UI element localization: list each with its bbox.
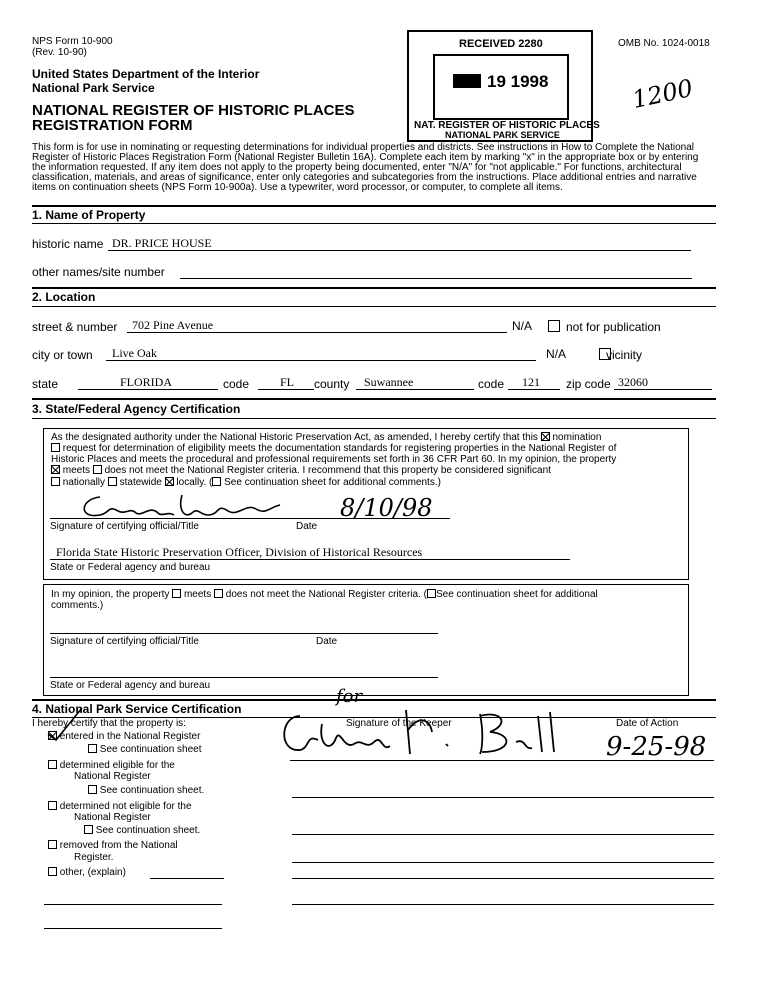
section4-heading: 4. National Park Service Certification	[32, 702, 242, 716]
opinion-does-not-meet-checkbox[interactable]	[214, 589, 223, 598]
opinion-notmeet-label: does not meet the National Register criteria. (	[225, 589, 427, 600]
keeper-line-3	[292, 834, 714, 835]
state-value[interactable]: FLORIDA	[120, 375, 173, 389]
instructions-line1: This form is for use in nominating or requesting determinations for individual properties and districts. See instructions in How to Complete the National	[32, 142, 694, 153]
cert-line3: Historic Places and meets the procedural and professional requirements set forth in 36 CFR Part 60. In my opinion, the property	[51, 454, 617, 465]
locally-label: locally. (	[176, 477, 213, 488]
statewide-label: statewide	[119, 477, 162, 488]
entered-continuation-row	[88, 744, 202, 755]
request-determination-checkbox[interactable]	[51, 443, 60, 452]
opinion-agency-label: State or Federal agency and bureau	[50, 680, 211, 691]
form-number: NPS Form 10-900	[32, 36, 113, 47]
not-eligible-label2: National Register	[74, 812, 151, 823]
state-underline	[78, 389, 218, 390]
state-code-value[interactable]: FL	[280, 375, 295, 389]
instructions-line3: the information requested. If any item does not apply to the property being documented, enter "N/A" for "not applicable." For functions, architectural	[32, 162, 682, 173]
state-signature-line	[50, 518, 450, 519]
state-code-label: code	[223, 377, 250, 391]
zip-value[interactable]: 32060	[618, 375, 648, 389]
street-underline	[127, 332, 507, 333]
opinion-signature-line[interactable]	[50, 633, 438, 634]
section1-top-rule	[32, 205, 716, 207]
zip-label: zip code	[566, 377, 611, 391]
stamp-line2: NATIONAL PARK SERVICE	[445, 130, 560, 140]
stamp-smudge	[453, 74, 481, 88]
instructions-line5: items on continuation sheets (NPS Form 10-900a). Use a typewriter, word processor, or computer, to complete all items.	[32, 182, 563, 193]
option-other-row	[48, 867, 126, 878]
omb-number: OMB No. 1024-0018	[618, 38, 710, 49]
section3-heading-rule	[32, 418, 716, 419]
stamp-line1: NAT. REGISTER OF HISTORIC PLACES	[414, 120, 600, 131]
other-checkbox[interactable]	[48, 867, 57, 876]
not-eligible-continuation-checkbox[interactable]	[84, 825, 93, 834]
determined-eligible-label1: determined eligible for the	[59, 760, 175, 771]
signature-keeper-label: Signature of the Keeper	[346, 718, 452, 729]
option-entered-row	[48, 731, 200, 742]
stamp-received: RECEIVED 2280	[459, 38, 543, 50]
removed-label1: removed from the National	[59, 840, 178, 851]
other-names-label: other names/site number	[32, 265, 165, 279]
form-title-line2: REGISTRATION FORM	[32, 117, 193, 134]
removed-checkbox[interactable]	[48, 840, 57, 849]
historic-name-value[interactable]: DR. PRICE HOUSE	[112, 236, 212, 250]
agency-line	[50, 559, 570, 560]
entered-continuation-checkbox[interactable]	[88, 744, 97, 753]
entered-checkbox[interactable]	[48, 731, 57, 740]
nomination-label: nomination	[552, 432, 602, 443]
opinion-row	[51, 589, 598, 600]
for-handwritten: for	[336, 686, 363, 707]
state-signature-label: Signature of certifying official/Title	[50, 521, 199, 532]
not-for-publication-label: not for publication	[566, 320, 661, 334]
cert-line4-row	[51, 465, 551, 476]
cert-line4: does not meet the National Register criteria. I recommend that this property be considered significant	[104, 465, 551, 476]
not-eligible-continuation-label: See continuation sheet	[95, 825, 198, 836]
determined-continuation-label: See continuation sheet	[99, 785, 202, 796]
option-not-eligible-row	[48, 801, 192, 812]
keeper-line-6	[292, 904, 714, 905]
section1-heading: 1. Name of Property	[32, 208, 146, 222]
county-code-value[interactable]: 121	[522, 375, 540, 389]
county-code-label: code	[478, 377, 505, 391]
opinion-meets-checkbox[interactable]	[172, 589, 181, 598]
state-signature-date: 8/10/98	[340, 494, 433, 522]
entered-continuation-label: See continuation sheet	[99, 744, 202, 755]
na-publication-label: N/A	[512, 319, 533, 333]
determined-continuation-checkbox[interactable]	[88, 785, 97, 794]
city-value[interactable]: Live Oak	[112, 346, 157, 360]
option-removed-row	[48, 840, 178, 851]
department-name: United States Department of the Interior	[32, 67, 260, 81]
cert-line2-row	[51, 443, 616, 454]
keeper-line-4	[292, 862, 714, 863]
street-value[interactable]: 702 Pine Avenue	[132, 318, 214, 332]
nomination-checkbox[interactable]	[541, 432, 550, 441]
see-continuation-label-3: See continuation sheet for additional comments.)	[224, 477, 441, 488]
not-eligible-checkbox[interactable]	[48, 801, 57, 810]
nationally-checkbox[interactable]	[51, 477, 60, 486]
determined-eligible-label2: National Register	[74, 771, 151, 782]
opinion-line2: comments.)	[51, 600, 104, 611]
other-explain-line-3[interactable]	[44, 928, 222, 929]
form-title-line1: NATIONAL REGISTER OF HISTORIC PLACES	[32, 102, 355, 119]
instructions-line2: Register of Historic Places Registration Form (National Register Bulletin 16A). Complete each item by marking "x" in the appropriate box or by entering	[32, 152, 699, 163]
handwritten-number: 1200	[629, 73, 696, 115]
other-names-field[interactable]	[180, 278, 692, 279]
section2-heading-rule	[32, 306, 716, 307]
stamp-date: 19 1998	[487, 72, 549, 91]
opinion-see-label: See continuation sheet for additional	[435, 589, 598, 600]
opinion-continuation-checkbox[interactable]	[427, 589, 436, 598]
section1-heading-rule	[32, 223, 716, 224]
removed-label2: Register.	[74, 852, 114, 863]
historic-name-underline	[108, 250, 691, 251]
keeper-signature	[270, 694, 570, 764]
county-label: county	[314, 377, 350, 391]
city-label: city or town	[32, 348, 93, 362]
meets-checkbox[interactable]	[51, 465, 60, 474]
city-underline	[106, 360, 536, 361]
section2-heading: 2. Location	[32, 290, 96, 304]
other-label: other, (explain)	[59, 867, 126, 878]
does-not-meet-checkbox[interactable]	[93, 465, 102, 474]
section3-top-rule	[32, 398, 716, 400]
historic-name-label: historic name	[32, 237, 104, 251]
opinion-meets-label: meets	[183, 589, 212, 600]
county-code-underline	[508, 389, 560, 390]
street-label: street & number	[32, 320, 118, 334]
keeper-date: 9-25-98	[606, 732, 707, 762]
keeper-signature-line	[290, 760, 714, 761]
county-underline	[356, 389, 474, 390]
state-label: state	[32, 377, 59, 391]
opinion-line1: In my opinion, the property	[51, 589, 170, 600]
instructions-line4: classification, materials, and areas of significance, enter only categories and subcategories from the instructions. Place additional entries and narrative	[32, 172, 697, 183]
agency-label: State or Federal agency and bureau	[50, 562, 211, 573]
section2-top-rule	[32, 287, 716, 289]
opinion-date-label: Date	[316, 636, 338, 647]
received-stamp	[407, 30, 600, 142]
option-determined-row	[48, 760, 175, 771]
state-code-underline	[258, 389, 314, 390]
official-title-value[interactable]: Florida State Historic Preservation Officer, Division of Historical Resources	[56, 545, 423, 559]
not-eligible-continuation-row: See continuation sheet.	[84, 825, 200, 836]
cert-line2: request for determination of eligibility meets the documentation standards for registering properties in the National Register of	[62, 443, 617, 454]
meets-label: meets	[62, 465, 91, 476]
keeper-line-5	[292, 878, 714, 879]
na-vicinity-label: N/A	[546, 347, 567, 361]
hereby-certify: I hereby certify that the property is:	[32, 718, 186, 729]
not-for-publication-checkbox[interactable]	[548, 320, 560, 332]
section3-heading: 3. State/Federal Agency Certification	[32, 402, 241, 416]
state-official-signature	[70, 485, 290, 525]
not-eligible-label1: determined not eligible for the	[59, 801, 192, 812]
opinion-signature-label: Signature of certifying official/Title	[50, 636, 199, 647]
service-name: National Park Service	[32, 81, 155, 95]
form-revision: (Rev. 10-90)	[32, 47, 87, 58]
keeper-line-2	[292, 797, 714, 798]
opinion-agency-line[interactable]	[50, 677, 438, 678]
zip-underline	[614, 389, 712, 390]
other-explain-line-2[interactable]	[44, 904, 222, 905]
determined-continuation-row: See continuation sheet.	[88, 785, 204, 796]
date-action-label: Date of Action	[616, 718, 679, 729]
cert-line1-row	[51, 432, 601, 443]
county-value[interactable]: Suwannee	[364, 375, 414, 389]
determined-eligible-checkbox[interactable]	[48, 760, 57, 769]
other-explain-line[interactable]	[150, 878, 224, 879]
cert-line1: As the designated authority under the National Historic Preservation Act, as amended, I hereby certify that this	[51, 432, 538, 443]
nationally-label: nationally	[62, 477, 106, 488]
entered-label: entered in the National Register	[59, 731, 201, 742]
vicinity-label: vicinity	[606, 348, 643, 362]
state-date-label: Date	[296, 521, 318, 532]
